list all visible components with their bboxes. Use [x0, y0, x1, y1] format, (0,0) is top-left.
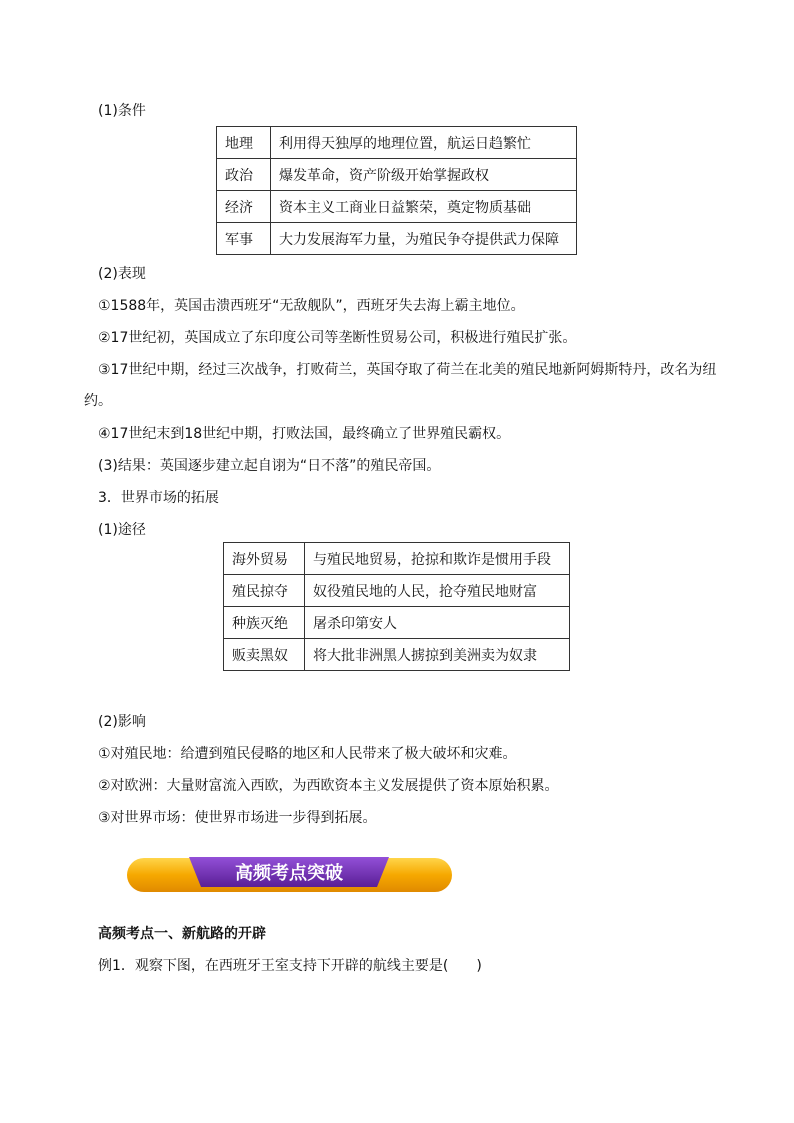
- perf-item-3-cont: 约。: [84, 393, 112, 409]
- table-cell-key: 种族灭绝: [224, 607, 305, 639]
- table-cell-key: 军事: [217, 223, 271, 255]
- table-cell-value: 利用得天独厚的地理位置，航运日趋繁忙: [271, 127, 577, 159]
- impact-item-1: ①对殖民地：给遭到殖民侵略的地区和人民带来了极大破坏和灾难。: [98, 746, 517, 762]
- example-question: 例1．观察下图，在西班牙王室支持下开辟的航线主要是( ): [98, 958, 482, 974]
- table-cell-value: 将大批非洲黑人掳掠到美洲卖为奴隶: [305, 639, 570, 671]
- table-cell-key: 地理: [217, 127, 271, 159]
- paths-table: [223, 542, 570, 671]
- banner-text: 高频考点突破: [235, 863, 343, 884]
- result-text: (3)结果：英国逐步建立起自诩为“日不落”的殖民帝国。: [98, 458, 441, 474]
- table-cell-value: 大力发展海军力量，为殖民争夺提供武力保障: [271, 223, 577, 255]
- table-cell-key: 海外贸易: [224, 543, 305, 575]
- perf-item-4: ④17世纪末到18世纪中期，打败法国，最终确立了世界殖民霸权。: [98, 426, 511, 442]
- table-row: [224, 607, 570, 639]
- table-row: [217, 191, 577, 223]
- perf-item-3: ③17世纪中期，经过三次战争，打败荷兰，英国夺取了荷兰在北美的殖民地新阿姆斯特丹，改名为纽: [98, 362, 717, 378]
- table-row: [217, 223, 577, 255]
- section-banner: [127, 854, 452, 894]
- table-cell-key: 经济: [217, 191, 271, 223]
- table-row: [217, 127, 577, 159]
- table-cell-value: 奴役殖民地的人民，抢夺殖民地财富: [305, 575, 570, 607]
- table-row: [224, 639, 570, 671]
- conditions-table: [216, 126, 577, 255]
- path-heading: (1)途径: [98, 522, 146, 538]
- perf-item-2: ②17世纪初，英国成立了东印度公司等垄断性贸易公司，积极进行殖民扩张。: [98, 330, 577, 346]
- table-cell-value: 资本主义工商业日益繁荣，奠定物质基础: [271, 191, 577, 223]
- impact-item-2: ②对欧洲：大量财富流入西欧，为西欧资本主义发展提供了资本原始积累。: [98, 778, 559, 794]
- table-cell-key: 政治: [217, 159, 271, 191]
- topic-title: 高频考点一、新航路的开辟: [98, 926, 266, 942]
- table-row: [224, 543, 570, 575]
- table-cell-key: 殖民掠夺: [224, 575, 305, 607]
- impact-item-3: ③对世界市场：使世界市场进一步得到拓展。: [98, 810, 377, 826]
- table-cell-value: 与殖民地贸易，抢掠和欺诈是惯用手段: [305, 543, 570, 575]
- table-row: [224, 575, 570, 607]
- table-cell-value: 屠杀印第安人: [305, 607, 570, 639]
- impact-heading: (2)影响: [98, 714, 146, 730]
- perf-heading: (2)表现: [98, 266, 146, 282]
- perf-item-1: ①1588年，英国击溃西班牙“无敌舰队”，西班牙失去海上霸主地位。: [98, 298, 525, 314]
- cond-heading: (1)条件: [98, 103, 146, 119]
- section-3-heading: 3．世界市场的拓展: [98, 490, 219, 506]
- table-cell-value: 爆发革命，资产阶级开始掌握政权: [271, 159, 577, 191]
- table-cell-key: 贩卖黑奴: [224, 639, 305, 671]
- table-row: [217, 159, 577, 191]
